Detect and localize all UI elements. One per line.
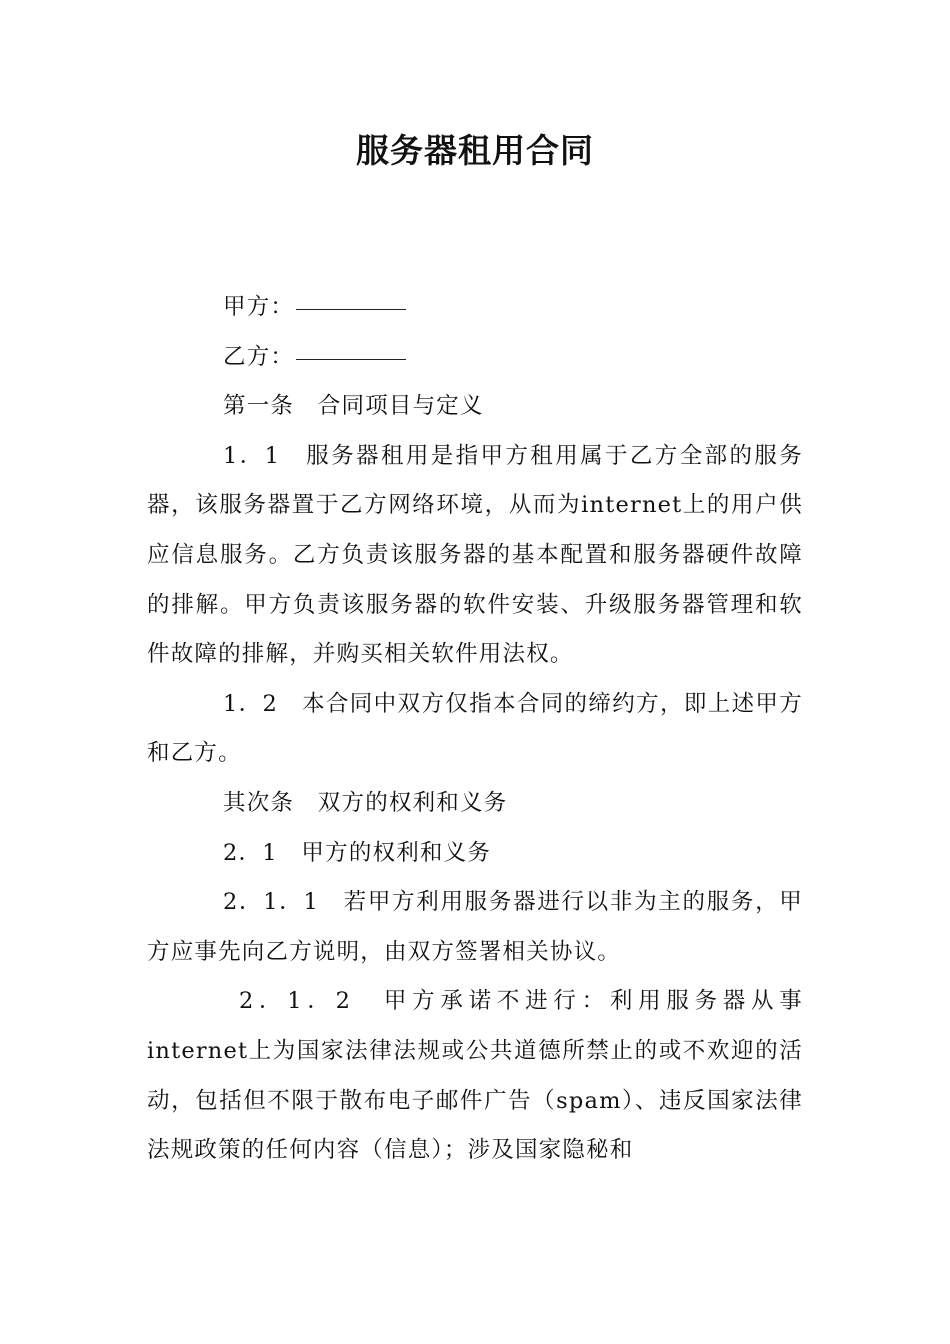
party-b-label: 乙方： [223, 343, 295, 370]
document-body [147, 283, 803, 1176]
clause-1-1: 1．1 服务器租用是指甲方租用属于乙方全部的服务器，该服务器置于乙方网络环境，从而为internet上的用户供应信息服务。乙方负责该服务器的基本配置和服务器硬件故障的排解。甲方负责该服务器的软件安装、升级服务器管理和软件故障的排解，并购买相关软件用法权。 [147, 442, 803, 668]
party-b-line [147, 333, 803, 383]
party-b-blank-field [296, 358, 406, 360]
party-a-label: 甲方： [223, 294, 295, 320]
article-1-heading: 第一条 合同项目与定义 [223, 393, 484, 420]
clause-1-2: 1．2 本合同中双方仅指本合同的缔约方，即上述甲方和乙方。 [147, 690, 803, 767]
clause-2-1: 2．1 甲方的权利和义务 [223, 839, 492, 866]
article-2-heading: 其次条 双方的权利和义务 [223, 789, 508, 816]
party-a-blank-field [296, 308, 406, 310]
clause-2-1-2: 2．1．2 甲方承诺不进行：利用服务器从事internet上为国家法律法规或公共道德所禁止的或不欢迎的活动，包括但不限于散布电子邮件广告（spam）、违反国家法律法规政策的任何内容（信息）；涉及国家隐秘和 [147, 988, 803, 1164]
party-a-line [147, 283, 803, 333]
document-title: 服务器租用合同 [356, 131, 594, 170]
clause-2-1-1: 2．1．1 若甲方利用服务器进行以非为主的服务，甲方应事先向乙方说明，由双方签署相关协议。 [147, 889, 803, 965]
